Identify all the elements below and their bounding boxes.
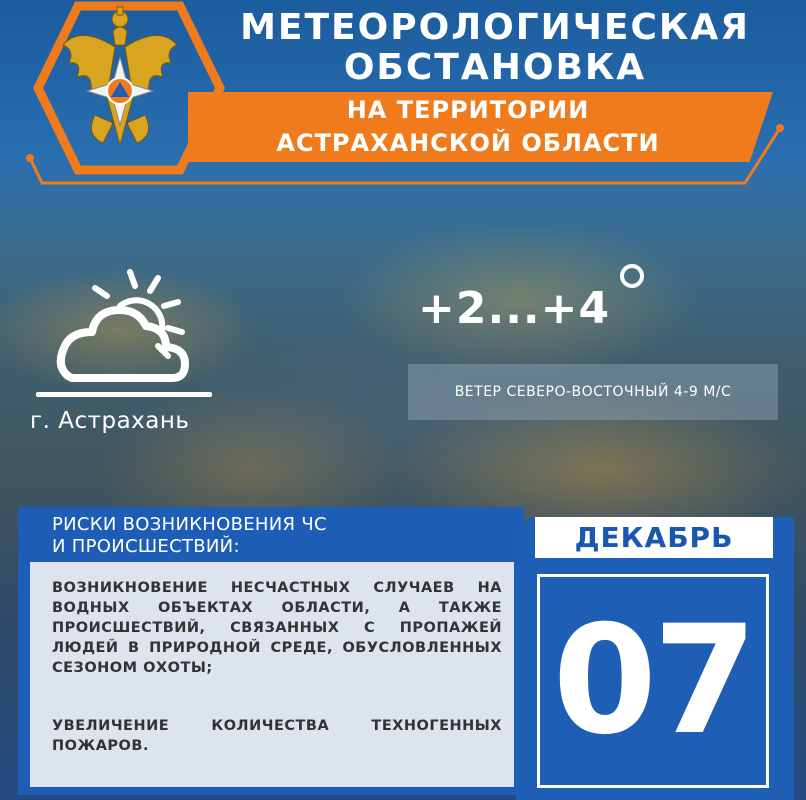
subtitle-line-2: АСТРАХАНСКОЙ ОБЛАСТИ: [276, 129, 660, 157]
month-box: [535, 517, 773, 558]
wind-box: [408, 364, 778, 420]
city-name: г. Астрахань: [30, 408, 190, 434]
wind-text: ВЕТЕР СЕВЕРО-ВОСТОЧНЫЙ 4-9 М/С: [454, 384, 732, 400]
subtitle-line-1: НА ТЕРРИТОРИИ: [346, 96, 590, 124]
title-block: [200, 8, 790, 88]
title-line-2: ОБСТАНОВКА: [343, 47, 647, 88]
degree-icon: [620, 264, 644, 288]
risks-header-line-2: И ПРОИСШЕСТВИЙ:: [52, 536, 240, 557]
horizon-line: [36, 392, 212, 397]
subtitle: [188, 94, 748, 160]
risk-item-1: ВОЗНИКНОВЕНИЕ НЕСЧАСТНЫХ СЛУЧАЕВ НА ВОДНЫХ ОБЪЕКТАХ ОБЛАСТИ, А ТАКЖЕ ПРОИСШЕСТВИЙ, СВЯЗАННЫХ С ПРОПАЖЕЙ ЛЮДЕЙ В ПРИРОДНОЙ СРЕДЕ, ОБУСЛОВЛЕННЫХ СЕЗОНОМ ОХОТЫ;: [52, 580, 502, 676]
day-frame: [537, 574, 769, 788]
emblem-icon: [55, 5, 185, 155]
risk-item-2: УВЕЛИЧЕНИЕ КОЛИЧЕСТВА ТЕХНОГЕННЫХ ПОЖАРОВ.: [52, 718, 502, 754]
risks-header: [52, 514, 327, 558]
title-line-1: МЕТЕОРОЛОГИЧЕСКАЯ: [240, 7, 750, 48]
temperature: +2...+4: [418, 283, 611, 334]
partly-cloudy-icon: [50, 268, 200, 383]
day-number: 07: [552, 594, 754, 768]
month: ДЕКАБРЬ: [574, 521, 734, 554]
risks-header-line-1: РИСКИ ВОЗНИКНОВЕНИЯ ЧС: [52, 514, 327, 535]
